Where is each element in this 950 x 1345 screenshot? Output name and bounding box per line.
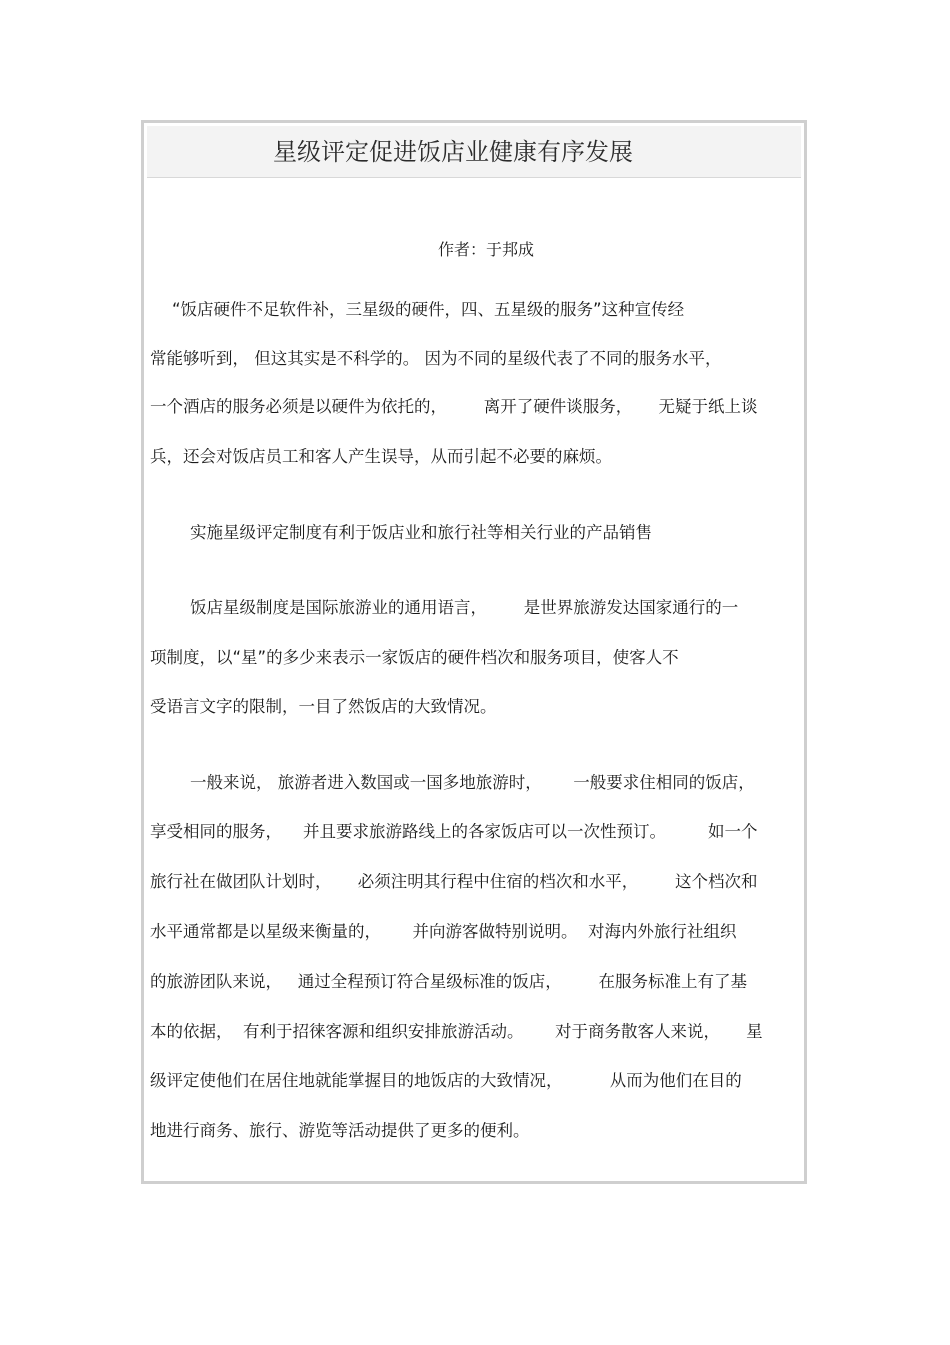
paragraph-4-line-4: 水平通常都是以星级来衡量的， 并向游客做特别说明。 对海内外旅行社组织 <box>150 922 737 941</box>
article-title: 星级评定促进饭店业健康有序发展 <box>273 138 633 166</box>
paragraph-3-line-3: 受语言文字的限制，一目了然饭店的大致情况。 <box>150 697 497 716</box>
paragraph-1-line-3: 一个酒店的服务必须是以硬件为依托的， 离开了硬件谈服务， 无疑于纸上谈 <box>150 397 758 416</box>
paragraph-3-line-2: 项制度，以“星”的多少来表示一家饭店的硬件档次和服务项目，使客人不 <box>150 648 679 667</box>
title-bar <box>147 126 801 178</box>
paragraph-1-line-4: 兵，还会对饭店员工和客人产生误导，从而引起不必要的麻烦。 <box>150 447 612 466</box>
paragraph-4-line-3: 旅行社在做团队计划时， 必须注明其行程中住宿的档次和水平， 这个档次和 <box>150 872 758 891</box>
paragraph-4-line-1: 一般来说， 旅游者进入数国或一国多地旅游时， 一般要求住相同的饭店， <box>190 773 755 792</box>
paragraph-4-line-2: 享受相同的服务， 并且要求旅游路线上的各家饭店可以一次性预订。 如一个 <box>150 822 758 841</box>
section-subheading: 实施星级评定制度有利于饭店业和旅行社等相关行业的产品销售 <box>190 523 652 542</box>
paragraph-4-line-7: 级评定使他们在居住地就能掌握目的地饭店的大致情况， 从而为他们在目的 <box>150 1071 742 1090</box>
paragraph-4-line-5: 的旅游团队来说， 通过全程预订符合星级标准的饭店， 在服务标准上有了基 <box>150 972 747 991</box>
author-line: 作者：于邦成 <box>438 240 535 259</box>
paragraph-4-line-8: 地进行商务、旅行、游览等活动提供了更多的便利。 <box>150 1121 530 1140</box>
paragraph-3-line-1: 饭店星级制度是国际旅游业的通用语言， 是世界旅游发达国家通行的一 <box>190 598 739 617</box>
article-frame <box>141 120 807 1184</box>
paragraph-4-line-6: 本的依据， 有利于招徕客源和组织安排旅游活动。 对于商务散客人来说， 星 <box>150 1022 763 1041</box>
paragraph-1-line-1: “饭店硬件不足软件补，三星级的硬件，四、五星级的服务”这种宣传经 <box>172 300 685 319</box>
paragraph-1-line-2: 常能够听到， 但这其实是不科学的。 因为不同的星级代表了不同的服务水平， <box>150 349 722 368</box>
